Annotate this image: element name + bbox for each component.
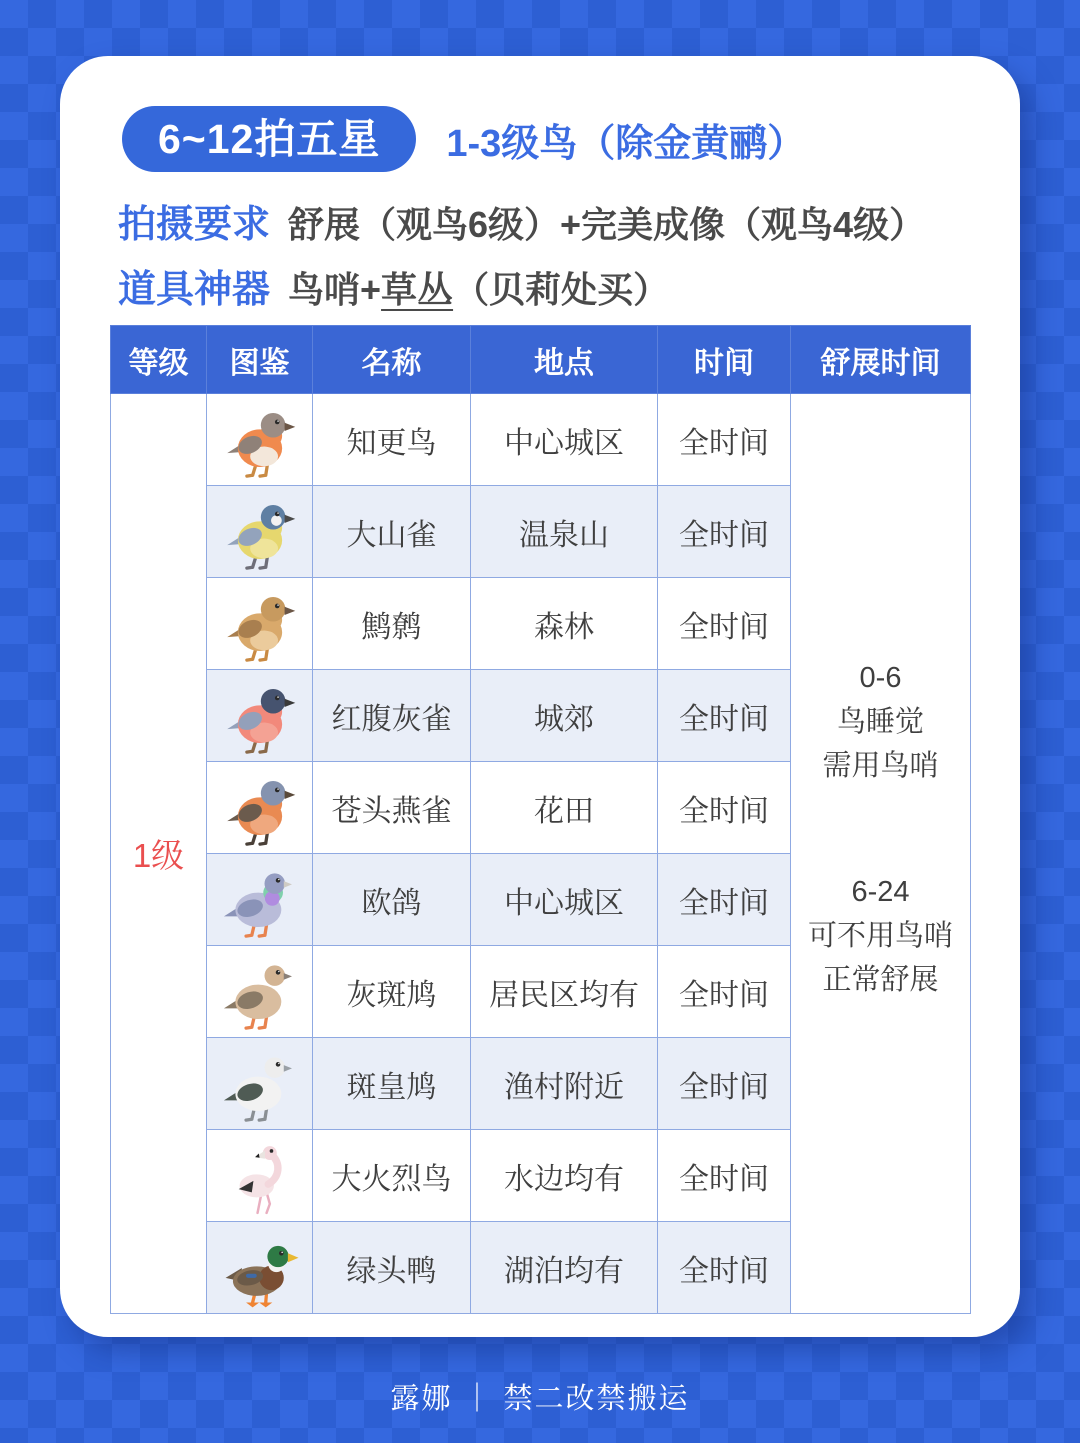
bird-location-cell: 城郊 xyxy=(471,670,658,762)
level-cell: 1级 xyxy=(111,394,207,1314)
header-row xyxy=(122,106,805,172)
bird-time-cell: 全时间 xyxy=(658,486,791,578)
bird-location-cell: 渔村附近 xyxy=(471,1038,658,1130)
bird-picture-cell xyxy=(207,486,313,578)
bird-picture-cell xyxy=(207,670,313,762)
bird-name-cell: 知更鸟 xyxy=(313,394,471,486)
bird-name-cell: 灰斑鸠 xyxy=(313,946,471,1038)
table-row xyxy=(111,394,971,486)
col-header-picture: 图鉴 xyxy=(207,326,313,394)
robin-icon xyxy=(207,399,312,481)
bird-time-cell: 全时间 xyxy=(658,946,791,1038)
chaffinch-icon xyxy=(207,767,312,849)
tools-text-pre: 鸟哨+ xyxy=(288,269,382,310)
bird-picture-cell xyxy=(207,578,313,670)
bird-time-cell: 全时间 xyxy=(658,1130,791,1222)
stock-dove-icon xyxy=(207,859,312,941)
bird-name-cell: 绿头鸭 xyxy=(313,1222,471,1314)
pied-imperial-pigeon-icon xyxy=(207,1043,312,1125)
table-header-row xyxy=(111,326,971,394)
footer-credit: 露娜 ｜ 禁二改禁搬运 xyxy=(390,1383,690,1415)
col-header-place: 地点 xyxy=(471,326,658,394)
collared-dove-icon xyxy=(207,951,312,1033)
flamingo-icon xyxy=(207,1135,312,1217)
info-card xyxy=(60,56,1020,1337)
requirement-line xyxy=(118,193,925,248)
bird-location-cell: 水边均有 xyxy=(471,1130,658,1222)
tools-line xyxy=(118,258,669,313)
col-header-time: 时间 xyxy=(658,326,791,394)
tools-text xyxy=(288,269,669,310)
bullfinch-icon xyxy=(207,675,312,757)
bird-name-cell: 大火烈鸟 xyxy=(313,1130,471,1222)
bird-name-cell: 鹪鹩 xyxy=(313,578,471,670)
bird-picture-cell xyxy=(207,762,313,854)
bird-picture-cell xyxy=(207,1038,313,1130)
bird-time-cell: 全时间 xyxy=(658,670,791,762)
wren-icon xyxy=(207,583,312,665)
bird-picture-cell xyxy=(207,946,313,1038)
bird-location-cell: 居民区均有 xyxy=(471,946,658,1038)
great-tit-icon xyxy=(207,491,312,573)
stretch-time-block: 6-24 可不用鸟哨 正常舒展 xyxy=(807,875,953,996)
page-title: 1-3级鸟（除金黄鹂） xyxy=(446,122,806,165)
bird-picture-cell xyxy=(207,394,313,486)
bird-picture-cell xyxy=(207,1130,313,1222)
tools-label: 道具神器 xyxy=(118,269,271,311)
table-body xyxy=(111,394,971,1314)
bird-time-cell: 全时间 xyxy=(658,1038,791,1130)
requirement-text: 舒展（观鸟6级）+完美成像（观鸟4级） xyxy=(288,204,926,245)
stretch-time-cell xyxy=(791,394,971,1314)
col-header-level: 等级 xyxy=(111,326,207,394)
bird-name-cell: 斑皇鸠 xyxy=(313,1038,471,1130)
requirement-label: 拍摄要求 xyxy=(118,204,271,246)
bird-picture-cell xyxy=(207,1222,313,1314)
col-header-name: 名称 xyxy=(313,326,471,394)
col-header-stretch: 舒展时间 xyxy=(791,326,971,394)
bird-name-cell: 大山雀 xyxy=(313,486,471,578)
bird-name-cell: 苍头燕雀 xyxy=(313,762,471,854)
bird-location-cell: 中心城区 xyxy=(471,394,658,486)
bird-time-cell: 全时间 xyxy=(658,762,791,854)
bird-location-cell: 温泉山 xyxy=(471,486,658,578)
bird-time-cell: 全时间 xyxy=(658,578,791,670)
title-badge: 6~12拍五星 xyxy=(122,106,416,172)
tools-text-underlined: 草丛 xyxy=(381,269,454,310)
bird-name-cell: 欧鸽 xyxy=(313,854,471,946)
bird-picture-cell xyxy=(207,854,313,946)
mallard-icon xyxy=(207,1227,312,1309)
bird-location-cell: 湖泊均有 xyxy=(471,1222,658,1314)
bird-location-cell: 花田 xyxy=(471,762,658,854)
stretch-time-block: 0-6 鸟睡觉 需用鸟哨 xyxy=(822,661,939,782)
bird-location-cell: 森林 xyxy=(471,578,658,670)
bird-name-cell: 红腹灰雀 xyxy=(313,670,471,762)
bird-time-cell: 全时间 xyxy=(658,854,791,946)
tools-text-post: （贝莉处买） xyxy=(453,269,670,310)
bird-time-cell: 全时间 xyxy=(658,394,791,486)
bird-table xyxy=(110,325,971,1314)
bird-location-cell: 中心城区 xyxy=(471,854,658,946)
bird-time-cell: 全时间 xyxy=(658,1222,791,1314)
